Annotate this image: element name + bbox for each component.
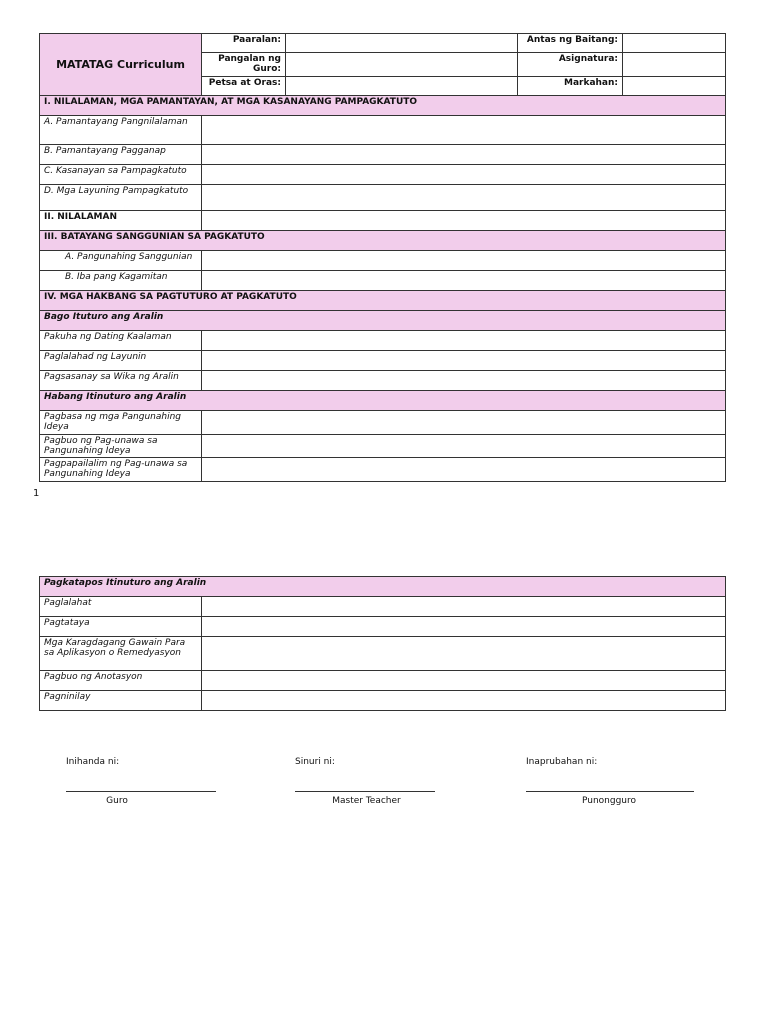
s3-row-a-field[interactable] (202, 251, 726, 271)
inihanda-label: Inihanda ni: (66, 757, 120, 767)
s1-row-d-field[interactable] (202, 185, 726, 211)
inihanda-signature-line[interactable] (66, 791, 216, 792)
bago-row-2-label: Paglalahad ng Layunin (40, 351, 202, 371)
habang-row-1-label: Pagbasa ng mga Pangunahing Ideya (40, 411, 202, 435)
paaralan-field[interactable] (286, 34, 518, 53)
s1-row-c-field[interactable] (202, 165, 726, 185)
bago-header: Bago Ituturo ang Aralin (40, 311, 726, 331)
pagkatapos-header: Pagkatapos Itinuturo ang Aralin (40, 577, 726, 597)
antas-label: Antas ng Baitang: (518, 34, 623, 53)
habang-row-3-label: Pagpapailalim ng Pag-unawa sa Pangunahing Ideya (40, 458, 202, 482)
s1-row-a-field[interactable] (202, 116, 726, 145)
page-number: 1 (33, 488, 40, 499)
antas-field[interactable] (623, 34, 726, 53)
s1-row-b-field[interactable] (202, 145, 726, 165)
section-4-header: IV. MGA HAKBANG SA PAGTUTURO AT PAGKATUTO (40, 291, 726, 311)
guro-field[interactable] (286, 53, 518, 77)
pagkatapos-row-2-field[interactable] (202, 617, 726, 637)
s3-row-a-label: A. Pangunahing Sanggunian (40, 251, 202, 271)
guro-label: Pangalan ng Guro: (202, 53, 286, 77)
habang-row-2-field[interactable] (202, 435, 726, 458)
guro-role: Guro (106, 796, 128, 806)
petsa-label: Petsa at Oras: (202, 77, 286, 96)
pagkatapos-row-2-label: Pagtataya (40, 617, 202, 637)
s3-row-b-field[interactable] (202, 271, 726, 291)
s1-row-c-label: C. Kasanayan sa Pampagkatuto (40, 165, 202, 185)
inaprubahan-label: Inaprubahan ni: (526, 757, 598, 767)
s1-row-d-label: D. Mga Layuning Pampagkatuto (40, 185, 202, 211)
pagkatapos-row-4-field[interactable] (202, 671, 726, 691)
sinuri-signature-line[interactable] (295, 791, 435, 792)
pagkatapos-row-5-label: Pagninilay (40, 691, 202, 711)
pagkatapos-row-1-field[interactable] (202, 597, 726, 617)
section-1-header: I. NILALAMAN, MGA PAMANTAYAN, AT MGA KASANAYANG PAMPAGKATUTO (40, 96, 726, 116)
bago-row-1-label: Pakuha ng Dating Kaalaman (40, 331, 202, 351)
curriculum-title: MATATAG Curriculum (40, 34, 202, 96)
paaralan-label: Paaralan: (202, 34, 286, 53)
habang-row-1-field[interactable] (202, 411, 726, 435)
sinuri-label: Sinuri ni: (295, 757, 335, 767)
inaprubahan-signature-line[interactable] (526, 791, 694, 792)
markahan-field[interactable] (623, 77, 726, 96)
bago-row-3-label: Pagsasanay sa Wika ng Aralin (40, 371, 202, 391)
asignatura-field[interactable] (623, 53, 726, 77)
master-teacher-role: Master Teacher (332, 796, 401, 806)
s1-row-b-label: B. Pamantayang Pagganap (40, 145, 202, 165)
habang-row-2-label: Pagbuo ng Pag-unawa sa Pangunahing Ideya (40, 435, 202, 458)
section-2-field[interactable] (202, 211, 726, 231)
pagkatapos-row-4-label: Pagbuo ng Anotasyon (40, 671, 202, 691)
lesson-plan-table (39, 33, 726, 482)
bago-row-3-field[interactable] (202, 371, 726, 391)
pagkatapos-row-3-field[interactable] (202, 637, 726, 671)
pagkatapos-row-3-label: Mga Karagdagang Gawain Para sa Aplikasyon o Remedyasyon (40, 637, 202, 671)
punongguro-role: Punongguro (581, 796, 637, 806)
habang-row-3-field[interactable] (202, 458, 726, 482)
bago-row-1-field[interactable] (202, 331, 726, 351)
habang-header: Habang Itinuturo ang Aralin (40, 391, 726, 411)
pagkatapos-row-5-field[interactable] (202, 691, 726, 711)
pagkatapos-row-1-label: Paglalahat (40, 597, 202, 617)
pagkatapos-table (39, 576, 726, 711)
bago-row-2-field[interactable] (202, 351, 726, 371)
markahan-label: Markahan: (518, 77, 623, 96)
asignatura-label: Asignatura: (518, 53, 623, 77)
section-2-label: II. NILALAMAN (40, 211, 202, 231)
s1-row-a-label: A. Pamantayang Pangnilalaman (40, 116, 202, 145)
s3-row-b-label: B. Iba pang Kagamitan (40, 271, 202, 291)
petsa-field[interactable] (286, 77, 518, 96)
section-3-header: III. BATAYANG SANGGUNIAN SA PAGKATUTO (40, 231, 726, 251)
